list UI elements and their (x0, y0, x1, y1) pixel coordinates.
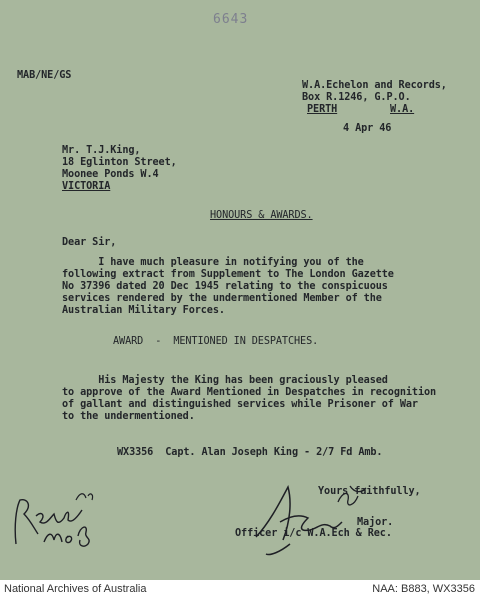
signatory-rank: Major. (357, 517, 394, 528)
letter-heading: HONOURS & AWARDS. (210, 210, 313, 221)
paragraph-2-line-4: to the undermentioned. (62, 411, 195, 422)
paragraph-1-line-2: following extract from Supplement to The London Gazette (62, 269, 394, 280)
paragraph-2-line-3: of gallant and distinguished services while Prisoner of War (62, 399, 418, 410)
footer-archive-name: National Archives of Australia (4, 583, 147, 595)
footer-record-reference: NAA: B883, WX3356 (372, 583, 475, 595)
archive-footer (0, 580, 480, 599)
member-award-line: WX3356 Capt. Alan Joseph King - 2/7 Fd Amb. (117, 447, 383, 458)
sender-city: PERTH (307, 104, 338, 115)
sender-state: W.A. (390, 104, 415, 115)
paragraph-2-line-1: His Majesty the King has been graciously pleased (62, 375, 388, 386)
award-line: AWARD - MENTIONED IN DESPATCHES. (113, 336, 319, 347)
salutation: Dear Sir, (62, 237, 117, 248)
sender-address-line-2: Box R.1246, G.P.O. (302, 92, 411, 103)
recipient-line-3: Moonee Ponds W.4 (62, 169, 159, 180)
officer-signature (250, 482, 370, 562)
paragraph-1-line-1: I have much pleasure in notifying you of the (62, 257, 364, 268)
file-number-stamp: 6643 (213, 12, 249, 27)
recipient-line-1: Mr. T.J.King, (62, 145, 141, 156)
sender-address-line-1: W.A.Echelon and Records, (302, 80, 447, 91)
reference-code: MAB/NE/GS (17, 70, 72, 81)
paragraph-1-line-5: Australian Military Forces. (62, 305, 225, 316)
letter-date: 4 Apr 46 (343, 123, 392, 134)
paragraph-1-line-3: No 37396 dated 20 Dec 1945 relating to the conspicuous (62, 281, 388, 292)
paragraph-1-line-4: services rendered by the undermentioned Member of the (62, 293, 382, 304)
paragraph-2-line-2: to approve of the Award Mentioned in Despatches in recognition (62, 387, 437, 398)
handwritten-note (8, 486, 98, 556)
recipient-line-2: 18 Eglinton Street, (62, 157, 177, 168)
closing-line: Yours faithfully, (318, 486, 421, 497)
signatory-title: Officer i/c W.A.Ech & Rec. (235, 528, 392, 539)
recipient-state: VICTORIA (62, 181, 111, 192)
